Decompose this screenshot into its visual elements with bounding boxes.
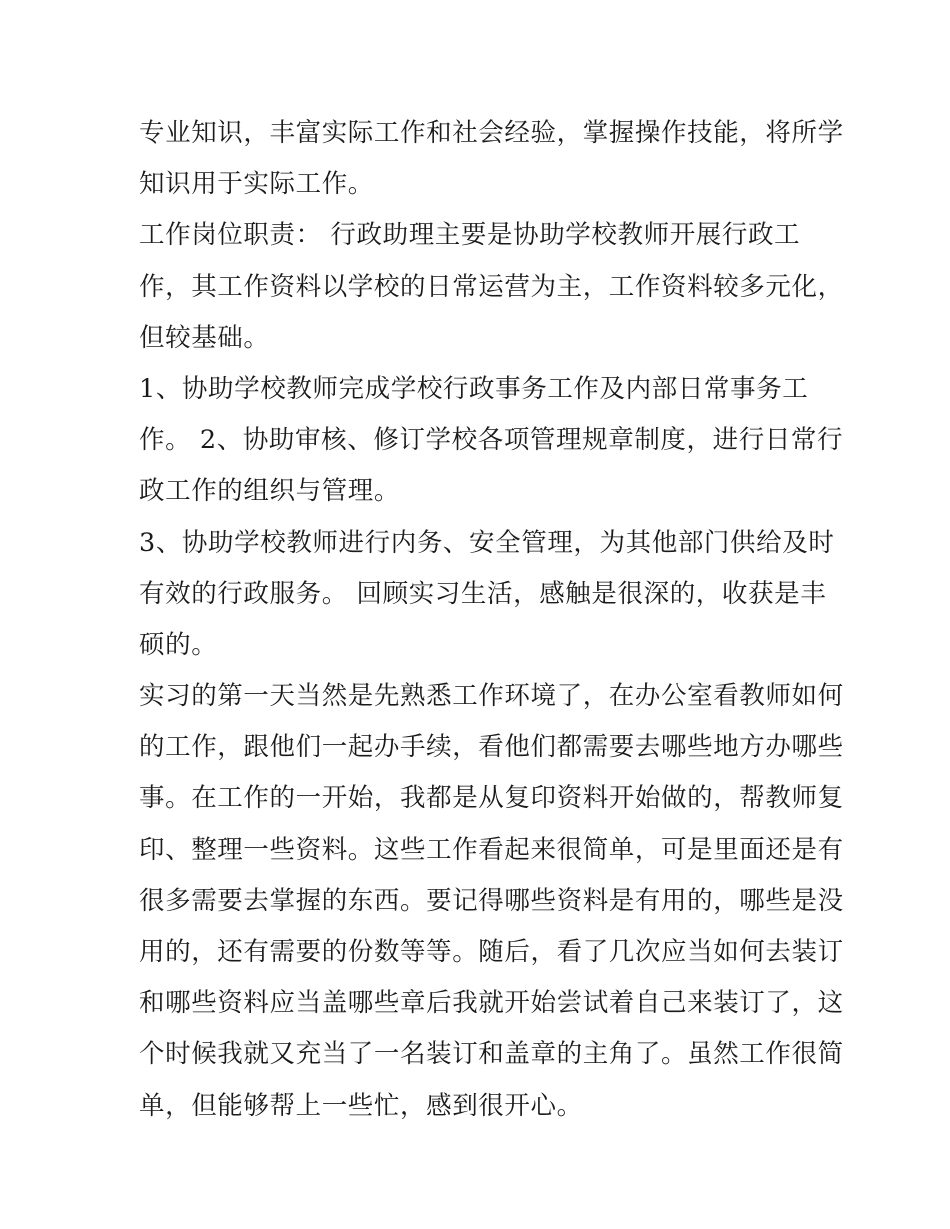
text-line: 政工作的组织与管理。 — [139, 476, 401, 507]
text-line: 作，其工作资料以学校的日常运营为主，工作资料较多元化， — [139, 271, 844, 302]
text-line: 印、整理一些资料。这些工作看起来很简单，可是里面还是有 — [139, 834, 844, 865]
document-body — [139, 108, 844, 1132]
text-line: 3、协助学校教师进行内务、安全管理，为其他部门供给及时 — [139, 527, 835, 558]
text-line: 很多需要去掌握的东西。要记得哪些资料是有用的，哪些是没 — [139, 885, 844, 916]
paragraph-duty-1-2 — [139, 364, 844, 518]
text-line: 个时候我就又充当了一名装订和盖章的主角了。虽然工作很简 — [139, 1039, 844, 1070]
text-line: 工作岗位职责： 行政助理主要是协助学校教师开展行政工 — [139, 220, 801, 251]
text-line: 单，但能够帮上一些忙，感到很开心。 — [139, 1090, 583, 1121]
text-line: 实习的第一天当然是先熟悉工作环境了，在办公室看教师如何 — [139, 681, 844, 712]
text-line: 知识用于实际工作。 — [139, 169, 374, 200]
paragraph-first-day — [139, 671, 844, 1132]
text-line: 的工作，跟他们一起办手续，看他们都需要去哪些地方办哪些 — [139, 732, 844, 763]
text-line: 1、协助学校教师完成学校行政事务工作及内部日常事务工 — [139, 373, 809, 404]
text-line: 事。在工作的一开始，我都是从复印资料开始做的，帮教师复 — [139, 783, 844, 814]
text-line: 硕的。 — [139, 629, 218, 660]
text-line: 作。 2、协助审核、修订学校各项管理规章制度，进行日常行 — [139, 425, 844, 456]
paragraph-job-duties — [139, 210, 844, 364]
text-line: 用的，还有需要的份数等等。随后，看了几次应当如何去装订 — [139, 937, 844, 967]
paragraph-intro — [139, 108, 844, 210]
text-line: 有效的行政服务。 回顾实习生活，感触是很深的，收获是丰 — [139, 578, 827, 609]
text-line: 但较基础。 — [139, 322, 270, 353]
text-line: 和哪些资料应当盖哪些章后我就开始尝试着自己来装订了，这 — [139, 988, 844, 1019]
paragraph-duty-3 — [139, 518, 835, 672]
text-line: 专业知识，丰富实际工作和社会经验，掌握操作技能，将所学 — [139, 118, 844, 148]
